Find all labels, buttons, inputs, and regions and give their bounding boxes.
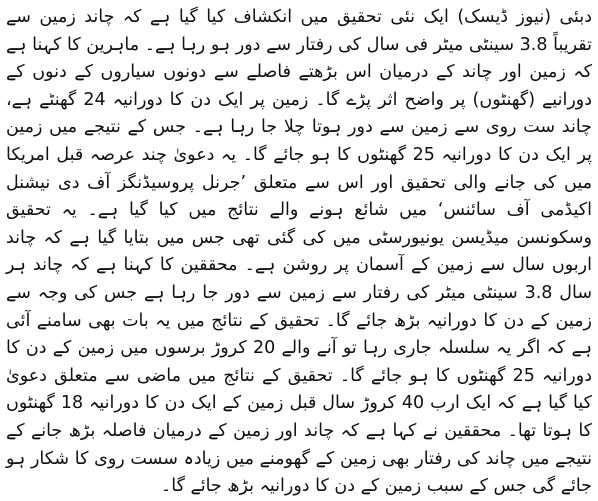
article-body-text: دبئی (نیوز ڈیسک) ایک نئی تحقیق میں انکشاف کیا گیا ہے کہ چاند زمین سے تقریباً 3.8 سینٹی میٹر فی سال کی رفتار سے دور ہو رہا ہے۔ ماہرین کا کہنا ہے کہ زمین اور چاند کے درمیان اس بڑھتے فاصلے سے دونوں سیاروں کے دنوں کے دورانیے (گھنٹوں) پر واضح اثر پڑے گا۔ زمین پر ایک دن کا دورانیہ 24 گھنٹے ہے، چاند ست روی سے زمین سے دور ہوتا چلا جا رہا ہے۔ جس کے نتیجے میں زمین پر ایک دن کا دورانیہ 25 گھنٹوں کا ہو جائے گا۔ یہ دعویٰ چند عرصہ قبل امریکا میں کی جانے والی تحقیق اور اس سے متعلق ’جرنل پروسیڈنگز آف دی نیشنل اکیڈمی آف سائنس‘ میں شائع ہونے والے نتائج میں کیا گیا ہے۔ یہ تحقیق وسکونسن میڈیسن یونیورسٹی میں کی گئی تھی جس میں بتایا گیا ہے کہ چاند اربوں سال سے زمین کے آسمان پر روشن ہے۔ محققین کا کہنا ہے کہ چاند ہر سال 3.8 سینٹی میٹر کی رفتار سے زمین سے دور جا رہا ہے جس کی وجہ سے زمین کے دن کا دورانیہ بڑھ جائے گا۔ تحقیق کے نتائج میں یہ بات بھی سامنے آئی ہے کہ اگر یہ سلسلہ جاری رہا تو آنے والے 20 کروڑ برسوں میں زمین کے دن کا دورانیہ 25 گھنٹوں کا ہو جائے گا۔ تحقیق کے نتائج میں ماضی سے متعلق دعویٰ کیا گیا ہے کہ ایک ارب 40 کروڑ سال قبل زمین کے ایک دن کا دورانیہ 18 گھنٹوں کا ہوتا تھا۔ محققین نے کہا ہے کہ چاند اور زمین کے درمیان فاصلہ بڑھ جانے کے نتیجے میں چاند کی رفتار بھی زمین کے گھومنے میں زیادہ سست روی کا شکار ہو جائے گی جس کے سبب زمین کے دن کا دورانیہ بڑھ جائے گا۔ [6, 7, 593, 497]
